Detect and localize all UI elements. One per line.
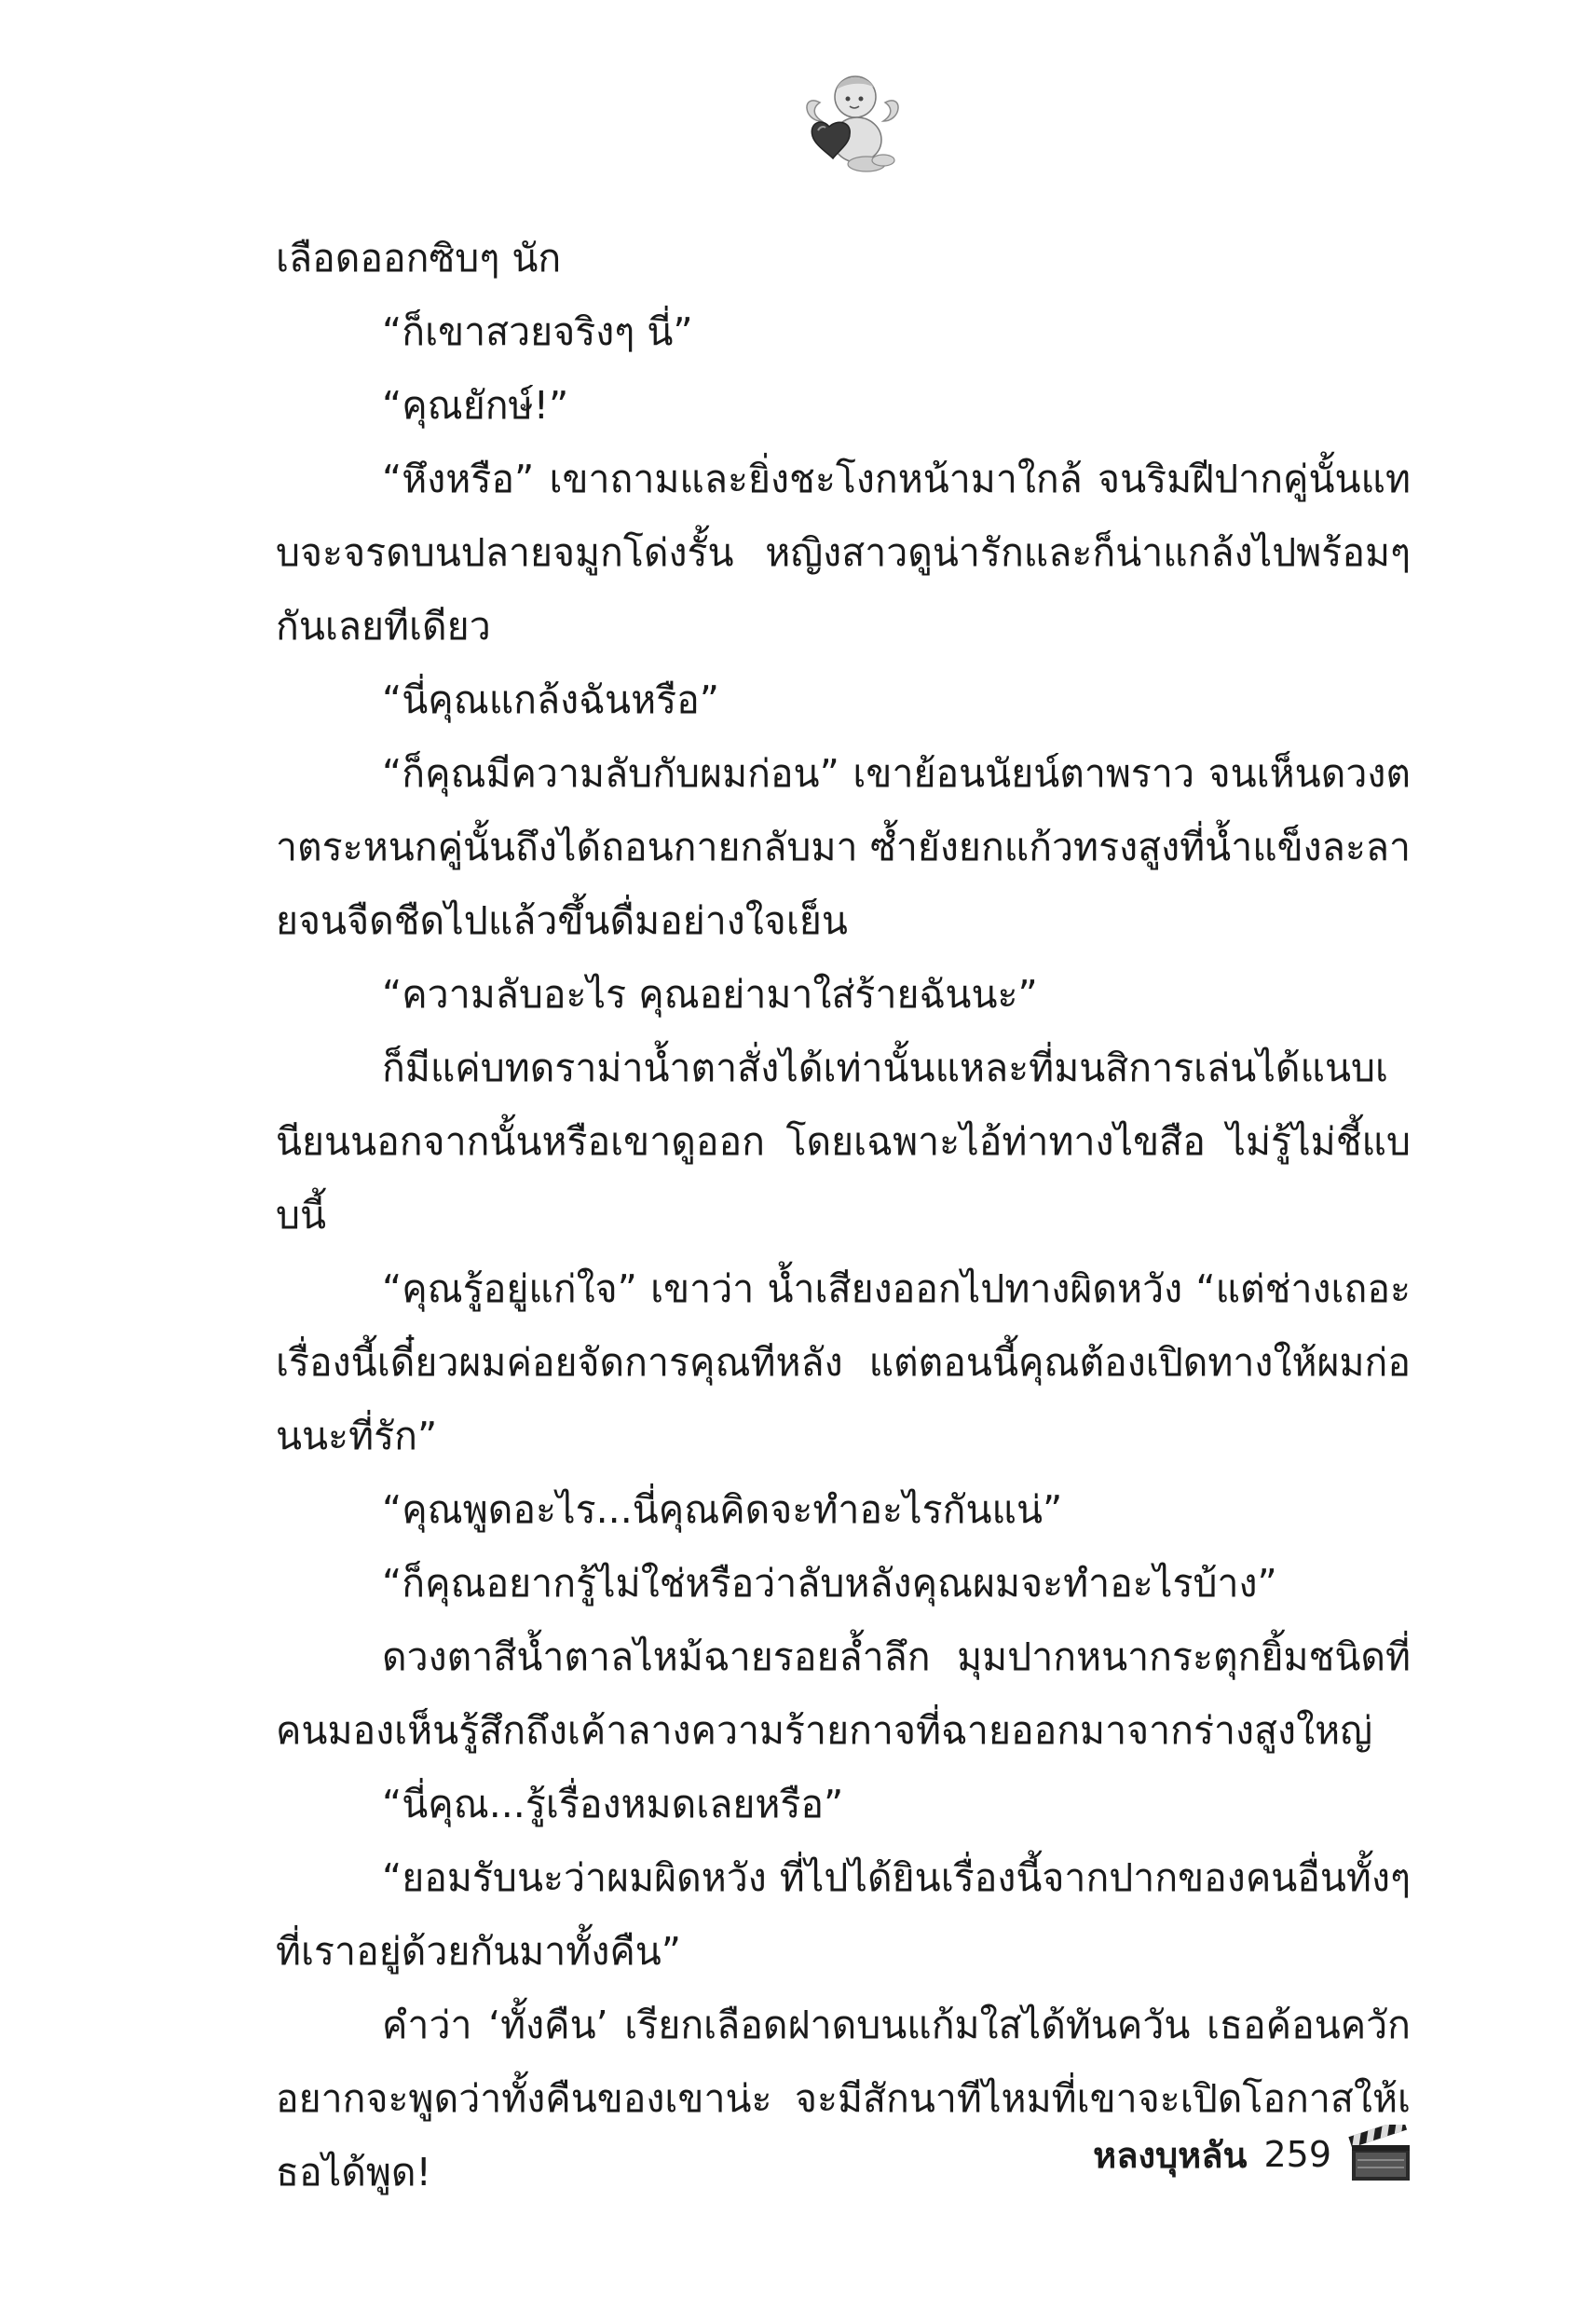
paragraph: เลือดออกซิบๆ นัก [276, 236, 562, 280]
paragraph: “คุณยักษ์!” [382, 383, 569, 428]
clapperboard-icon [1348, 2125, 1413, 2184]
paragraph: “ก็เขาสวยจริงๆ นี่” [382, 309, 693, 354]
paragraph: “ยอมรับนะว่าผมผิดหวัง ที่ไปได้ยินเรื่องนี้จากปากของคนอื่นทั้งๆ ที่เราอยู่ด้วยกันมาทั้งคืน” [276, 1855, 1411, 1974]
paragraph: ก็มีแค่บทดราม่าน้ำตาสั่งได้เท่านั้นแหละที่มนสิการเล่นได้แนบเนียนนอกจากนั้นหรือเขาดูออก โดยเฉพาะไอ้ท่าทางไขสือ ไม่รู้ไม่ชี้แบบนี้ [276, 1046, 1411, 1238]
paragraph: “คุณพูดอะไร...นี่คุณคิดจะทำอะไรกันแน่” [382, 1487, 1063, 1532]
paragraph: ดวงตาสีน้ำตาลไหม้ฉายรอยล้ำลึก มุมปากหนากระตุกยิ้มชนิดที่คนมองเห็นรู้สึกถึงเค้าลางความร้ายกาจที่ฉายออกมาจากร่างสูงใหญ่ [276, 1634, 1411, 1753]
paragraph: “นี่คุณ...รู้เรื่องหมดเลยหรือ” [382, 1782, 844, 1826]
book-title: หลงบุหลัน [1093, 2134, 1248, 2176]
cupid-with-heart-icon [801, 65, 904, 177]
paragraph: “นี่คุณแกล้งฉันหรือ” [382, 677, 719, 722]
paragraph: “ความลับอะไร คุณอย่ามาใส่ร้ายฉันนะ” [382, 972, 1038, 1017]
paragraph: “คุณรู้อยู่แก่ใจ” เขาว่า น้ำเสียงออกไปทางผิดหวัง “แต่ช่างเถอะเรื่องนี้เดี๋ยวผมค่อยจัดการคุณทีหลัง แต่ตอนนี้คุณต้องเปิดทางให้ผมก่อนนะที่รัก” [276, 1266, 1411, 1458]
paragraph: “หึงหรือ” เขาถามและยิ่งชะโงกหน้ามาใกล้ จนริมฝีปากคู่นั้นแทบจะจรดบนปลายจมูกโด่งรั้น หญิงสาวดูน่ารักและก็น่าแกล้งไปพร้อมๆ กันเลยทีเดียว [276, 457, 1411, 649]
paragraph: คำว่า ‘ทั้งคืน’ เรียกเลือดฝาดบนแก้มใสได้ทันควัน เธอค้อนควักอยากจะพูดว่าทั้งคืนของเขาน่ะ จะมีสักนาทีไหมที่เขาจะเปิดโอกาสให้เธอได้พูด! [276, 2003, 1411, 2195]
page-footer [1093, 2117, 1413, 2192]
page-number: 259 [1263, 2134, 1331, 2175]
paragraph: “ก็คุณอยากรู้ไม่ใช่หรือว่าลับหลังคุณผมจะทำอะไรบ้าง” [382, 1561, 1277, 1606]
story-body [276, 222, 1411, 2209]
paragraph: “ก็คุณมีความลับกับผมก่อน” เขาย้อนนัยน์ตาพราว จนเห็นดวงตาตระหนกคู่นั้นถึงได้ถอนกายกลับมา ซ้ำยังยกแก้วทรงสูงที่น้ำแข็งละลายจนจืดชืดไปแล้วขึ้นดื่มอย่างใจเย็น [276, 751, 1411, 943]
